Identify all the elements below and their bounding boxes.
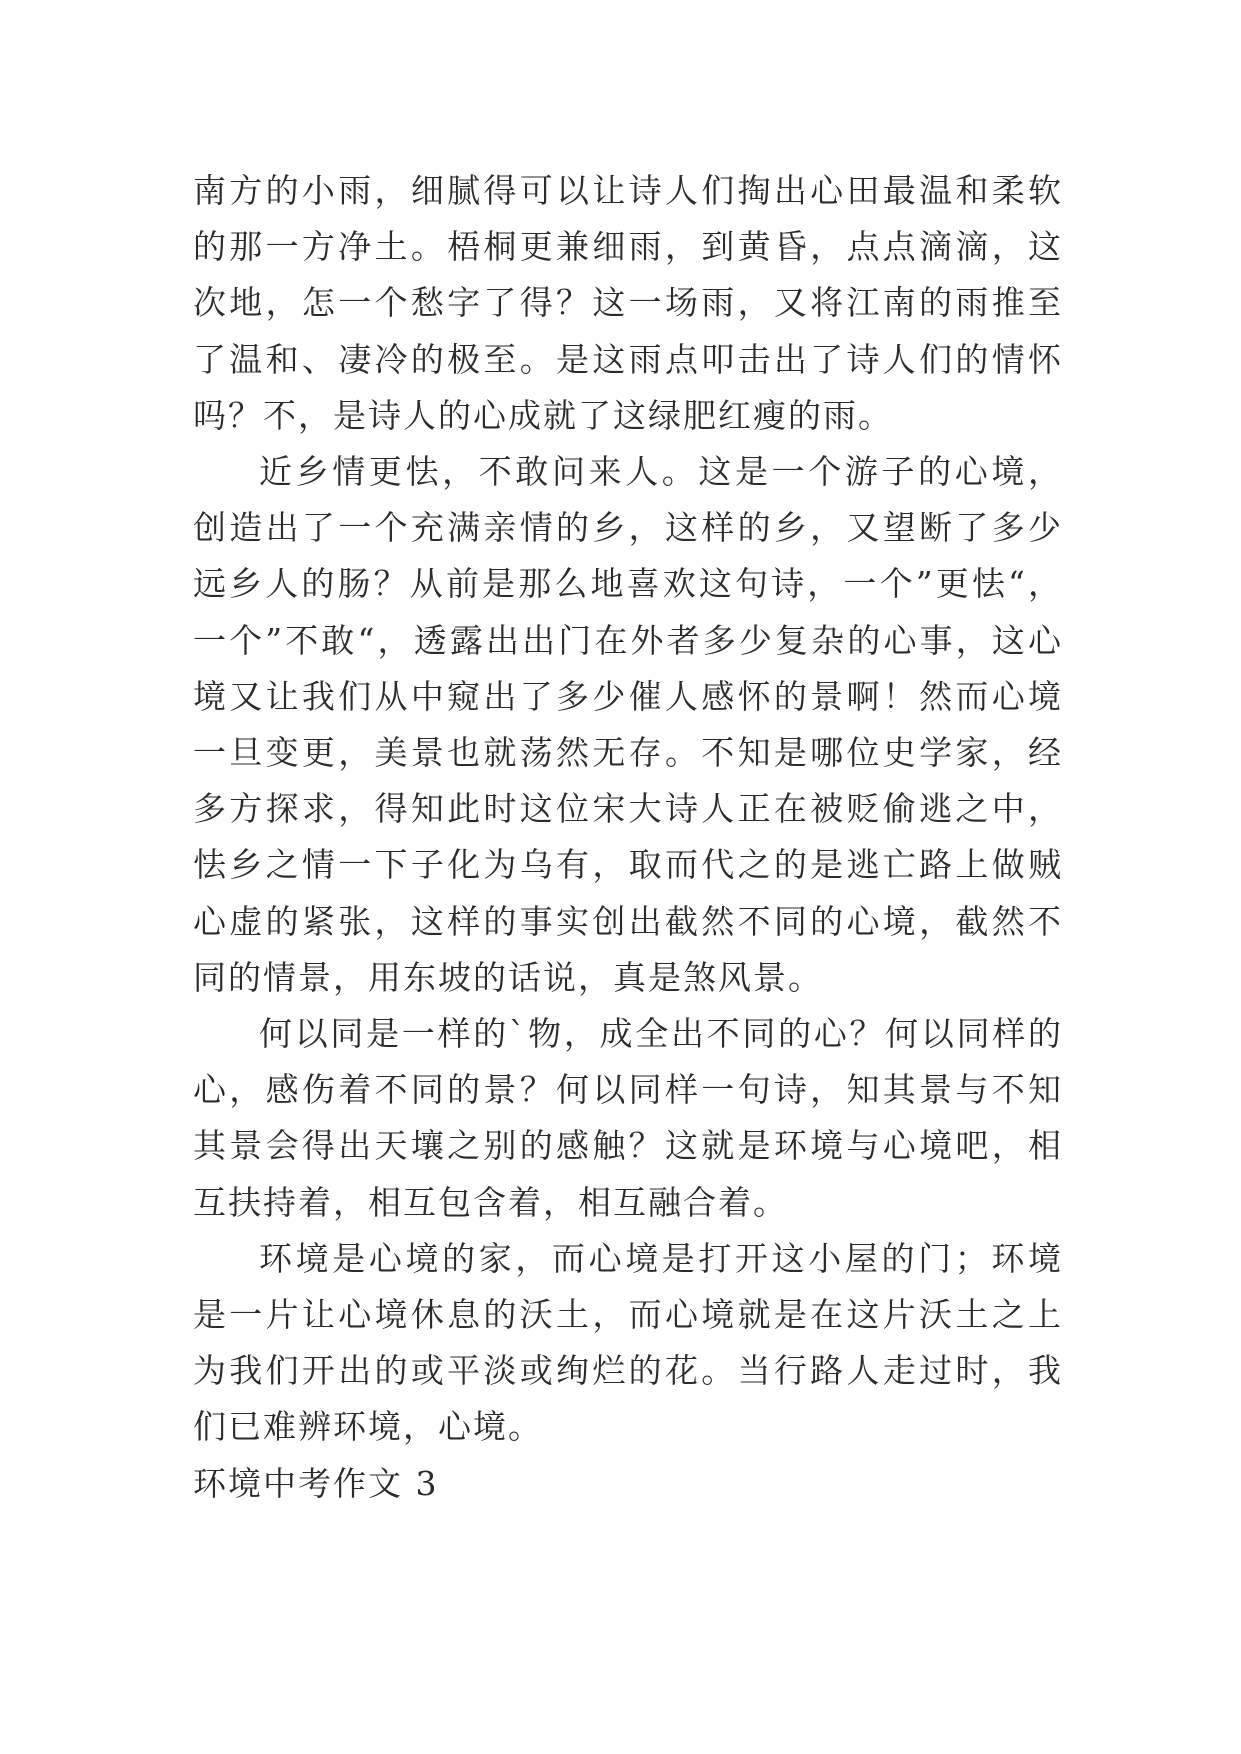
document-body [193,163,1063,1512]
paragraph-3: 何以同是一样的`物，成全出不同的心？何以同样的心，感伤着不同的景？何以同样一句诗，知其景与不知其景会得出天壤之别的感触？这就是环境与心境吧，相互扶持着，相互包含着，相互融合着。 [193,1014,1063,1222]
section-heading: 环境中考作文 3 [193,1463,439,1503]
paragraph-4: 环境是心境的家，而心境是打开这小屋的门；环境是一片让心境休息的沃土，而心境就是在这片沃土之上为我们开出的或平淡或绚烂的花。当行路人走过时，我们已难辨环境，心境。 [193,1238,1063,1447]
paragraph-1: 南方的小雨，细腻得可以让诗人们掏出心田最温和柔软的那一方净土。梧桐更兼细雨，到黄昏，点点滴滴，这次地，怎一个愁字了得？这一场雨，又将江南的雨推至了温和、凄冷的极至。是这雨点叩击出了诗人们的情怀吗？不，是诗人的心成就了这绿肥红瘦的雨。 [193,171,1063,435]
paragraph-2: 近乡情更怯，不敢问来人。这是一个游子的心境，创造出了一个充满亲情的乡，这样的乡，又望断了多少远乡人的肠？从前是那么地喜欢这句诗，一个”更怯“，一个”不敢“，透露出出门在外者多少复杂的心事，这心境又让我们从中窥出了多少催人感怀的景啊！然而心境一旦变更，美景也就荡然无存。不知是哪位史学家，经多方探求，得知此时这位宋大诗人正在被贬偷逃之中，怯乡之情一下子化为乌有，取而代之的是逃亡路上做贼心虚的紧张，这样的事实创出截然不同的心境，截然不同的情景，用东坡的话说，真是煞风景。 [193,452,1063,997]
